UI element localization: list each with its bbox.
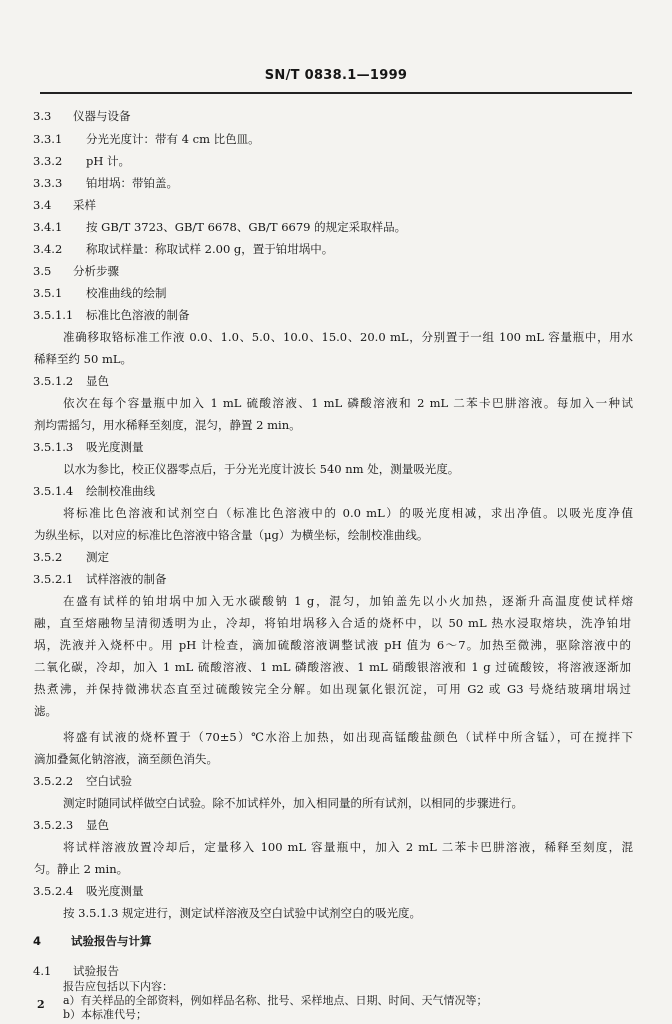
section-number: 3.5.2 (33, 550, 63, 564)
paragraph-line: 二氧化碳，冷却，加入 1 mL 硫酸溶液、1 mL 磷酸溶液、1 mL 硝酸银溶液和 1 g 过硫酸铵，将溶液逐渐加 (34, 660, 631, 674)
section-title: 分析步骤 (73, 264, 119, 278)
section-number: 3.4 (33, 198, 52, 212)
paragraph-line: 将试样溶液放置冷却后，定量移入 100 mL 容量瓶中，加入 2 mL 二苯卡巴肼溶液，稀释至刻度，混 (63, 840, 633, 854)
section-number: 3.5.1 (33, 286, 63, 300)
section-text: pH 计。 (86, 154, 131, 168)
section-text: 标准比色溶液的制备 (86, 308, 190, 322)
subsection (33, 174, 633, 192)
subsection (33, 548, 633, 566)
section-heading (33, 262, 633, 280)
paragraph-line: 热煮沸，并保持微沸状态直至过硫酸铵完全分解。如出现氯化银沉淀，可用 G2 或 G3 号烧结玻璃坩埚过 (34, 682, 631, 696)
paragraph-line: 剂均需摇匀，用水稀释至刻度，混匀，静置 2 min。 (34, 418, 301, 432)
subsection (33, 240, 633, 258)
section-text: 显色 (86, 374, 109, 388)
subsection (33, 372, 633, 390)
subsection (33, 882, 633, 900)
section-number: 3.3.1 (33, 132, 63, 146)
subsection (33, 772, 633, 790)
list-item: b）本标准代号； (63, 1008, 148, 1021)
subsection (33, 438, 633, 456)
section-heading (33, 196, 633, 214)
subsection (33, 816, 633, 834)
paragraph-line: 滴加叠氮化钠溶液，滴至颜色消失。 (34, 752, 218, 766)
section-title: 试验报告 (73, 964, 119, 978)
section-title: 试验报告与计算 (71, 934, 152, 948)
paragraph-line: 融，直至熔融物呈清彻透明为止，冷却，将铂坩埚移入合适的烧杯中，以 50 mL 热水浸取熔块，洗净铂坩 (34, 616, 631, 630)
section-text: 吸光度测量 (86, 440, 144, 454)
section-number: 3.5.1.2 (33, 374, 74, 388)
section-number: 4 (33, 934, 42, 948)
paragraph-line: 埚，洗液并入烧杯中。用 pH 计检查，滴加硫酸溶液调整试液 pH 值为 6～7。加热至微沸，驱除溶液中的 (34, 638, 631, 652)
section-number: 3.3 (33, 109, 52, 123)
section-text: 按 GB/T 3723、GB/T 6678、GB/T 6679 的规定采取样品。 (86, 220, 407, 234)
section-number: 3.5.1.1 (33, 308, 74, 322)
paragraph-line: 匀。静止 2 min。 (34, 862, 129, 876)
section-text: 校准曲线的绘制 (86, 286, 167, 300)
section-number: 3.5 (33, 264, 52, 278)
chapter-heading (33, 932, 633, 950)
paragraph-line: 将标准比色溶液和试剂空白（标准比色溶液中的 0.0 mL）的吸光度相减，求出净值。以吸光度净值 (63, 506, 633, 520)
section-text: 试样溶液的制备 (86, 572, 167, 586)
section-text: 称取试样量：称取试样 2.00 g，置于铂坩埚中。 (86, 242, 334, 256)
section-text: 空白试验 (86, 774, 132, 788)
page-header: SN/T 0838.1—1999 (264, 68, 408, 83)
paragraph-line: 将盛有试液的烧杯置于（70±5）℃水浴上加热，如出现高锰酸盐颜色（试样中所含锰），可在搅拌下 (63, 730, 633, 744)
subsection (33, 284, 633, 302)
section-text: 显色 (86, 818, 109, 832)
section-number: 3.5.2.4 (33, 884, 74, 898)
section-text: 分光光度计：带有 4 cm 比色皿。 (86, 132, 260, 146)
section-number: 3.3.2 (33, 154, 63, 168)
subsection (33, 130, 633, 148)
subsection (33, 306, 633, 324)
paragraph-line: 在盛有试样的铂坩埚中加入无水碳酸钠 1 g，混匀，加铂盖先以小火加热，逐渐升高温度使试样熔 (63, 594, 633, 608)
subsection (33, 570, 633, 588)
section-heading (33, 107, 633, 125)
section-text: 吸光度测量 (86, 884, 144, 898)
section-number: 3.4.2 (33, 242, 63, 256)
section-text: 测定 (86, 550, 109, 564)
paragraph-line: 按 3.5.1.3 规定进行，测定试样溶液及空白试验中试剂空白的吸光度。 (63, 906, 422, 920)
section-text: 铂坩埚：带铂盖。 (86, 176, 178, 190)
paragraph-line: 依次在每个容量瓶中加入 1 mL 硫酸溶液、1 mL 磷酸溶液和 2 mL 二苯卡巴肼溶液。每加入一种试 (63, 396, 633, 410)
list-item: a）有关样品的全部资料，例如样品名称、批号、采样地点、日期、时间、天气情况等； (63, 994, 488, 1007)
paragraph-line: 准确移取铬标准工作液 0.0、1.0、5.0、10.0、15.0、20.0 mL，分别置于一组 100 mL 容量瓶中，用水 (63, 330, 633, 344)
paragraph-line: 报告应包括以下内容： (63, 980, 173, 993)
subsection (33, 218, 633, 236)
section-number: 4.1 (33, 964, 52, 978)
paragraph-line: 滤。 (34, 704, 57, 718)
section-number: 3.4.1 (33, 220, 63, 234)
paragraph-line: 为纵坐标，以对应的标准比色溶液中铬含量（μg）为横坐标，绘制校准曲线。 (34, 528, 429, 542)
section-number: 3.5.1.4 (33, 484, 74, 498)
section-number: 3.3.3 (33, 176, 63, 190)
section-heading (33, 962, 633, 980)
section-number: 3.5.2.3 (33, 818, 74, 832)
page-number: 2 (37, 998, 45, 1011)
subsection (33, 152, 633, 170)
section-title: 采样 (73, 198, 96, 212)
paragraph-line: 稀释至约 50 mL。 (34, 352, 132, 366)
subsection (33, 482, 633, 500)
section-title: 仪器与设备 (73, 109, 131, 123)
section-number: 3.5.2.2 (33, 774, 74, 788)
section-text: 绘制校准曲线 (86, 484, 155, 498)
header-rule (40, 92, 632, 94)
section-number: 3.5.2.1 (33, 572, 74, 586)
section-number: 3.5.1.3 (33, 440, 74, 454)
paragraph-line: 测定时随同试样做空白试验。除不加试样外，加入相同量的所有试剂，以相同的步骤进行。 (63, 796, 523, 810)
paragraph-line: 以水为参比，校正仪器零点后，于分光光度计波长 540 nm 处，测量吸光度。 (63, 462, 460, 476)
